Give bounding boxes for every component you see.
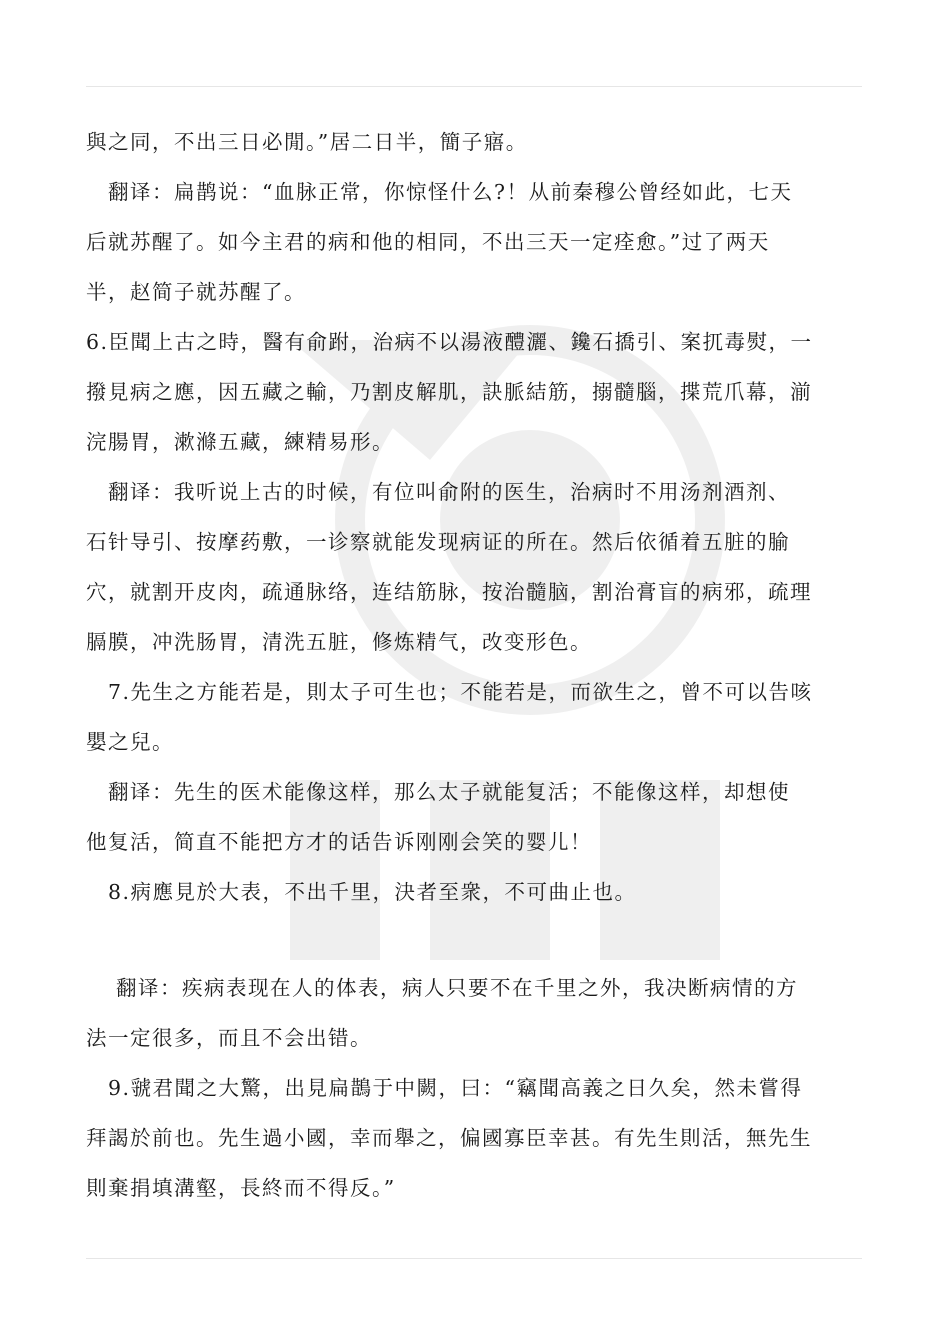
- text-line: 則棄捐填溝壑，長終而不得反。”: [86, 1176, 396, 1200]
- header-rule: [86, 86, 862, 87]
- text-line: 6.臣聞上古之時，醫有俞跗，治病不以湯液醴灑、鑱石撟引、案扤毒熨，一: [86, 330, 813, 354]
- text-line: 翻译：我听说上古的时候，有位叫俞附的医生，治病时不用汤剂酒剂、: [86, 480, 790, 504]
- text-line: 與之同，不出三日必閒。”居二日半，簡子寤。: [86, 130, 528, 154]
- text-line: 法一定很多，而且不会出错。: [86, 1026, 372, 1050]
- text-line: 拜謁於前也。先生過小國，幸而舉之，偏國寡臣幸甚。有先生則活，無先生: [86, 1126, 812, 1150]
- text-line: 翻译：先生的医术能像这样，那么太子就能复活；不能像这样，却想使: [86, 780, 790, 804]
- text-line: 7.先生之方能若是，則太子可生也；不能若是，而欲生之，曾不可以告咳: [86, 680, 813, 704]
- text-line: 翻译：疾病表现在人的体表，病人只要不在千里之外，我决断病情的方: [86, 976, 799, 1000]
- text-line: 石针导引、按摩药敷，一诊察就能发现病证的所在。然后依循着五脏的腧: [86, 530, 790, 554]
- text-line: 8.病應見於大表，不出千里，決者至衆，不可曲止也。: [86, 880, 637, 904]
- text-line: 撥見病之應，因五藏之輸，乃割皮解肌，訣脈結筋，搦髓腦，揲荒爪幕，湔: [86, 380, 812, 404]
- text-line: 穴，就割开皮肉，疏通脉络，连结筋脉，按治髓脑，割治膏盲的病邪，疏理: [86, 580, 812, 604]
- text-line: 膈膜，冲洗肠胃，清洗五脏，修炼精气，改变形色。: [86, 630, 592, 654]
- text-line: 他复活，简直不能把方才的话告诉刚刚会笑的婴儿！: [86, 830, 592, 854]
- footer-rule: [86, 1258, 862, 1259]
- text-line: 翻译：扁鹊说：“血脉正常，你惊怪什么?！从前秦穆公曾经如此，七天: [86, 180, 793, 204]
- text-line: 嬰之兒。: [86, 730, 174, 754]
- text-line: 9.虢君聞之大驚，出見扁鵲于中闕，曰：“竊聞高義之日久矣，然未嘗得: [86, 1076, 803, 1100]
- text-line: 半，赵简子就苏醒了。: [86, 280, 306, 304]
- text-line: 后就苏醒了。如今主君的病和他的相同，不出三天一定痊愈。”过了两天: [86, 230, 770, 254]
- text-line: 浣腸胃，漱滌五藏，練精易形。: [86, 430, 394, 454]
